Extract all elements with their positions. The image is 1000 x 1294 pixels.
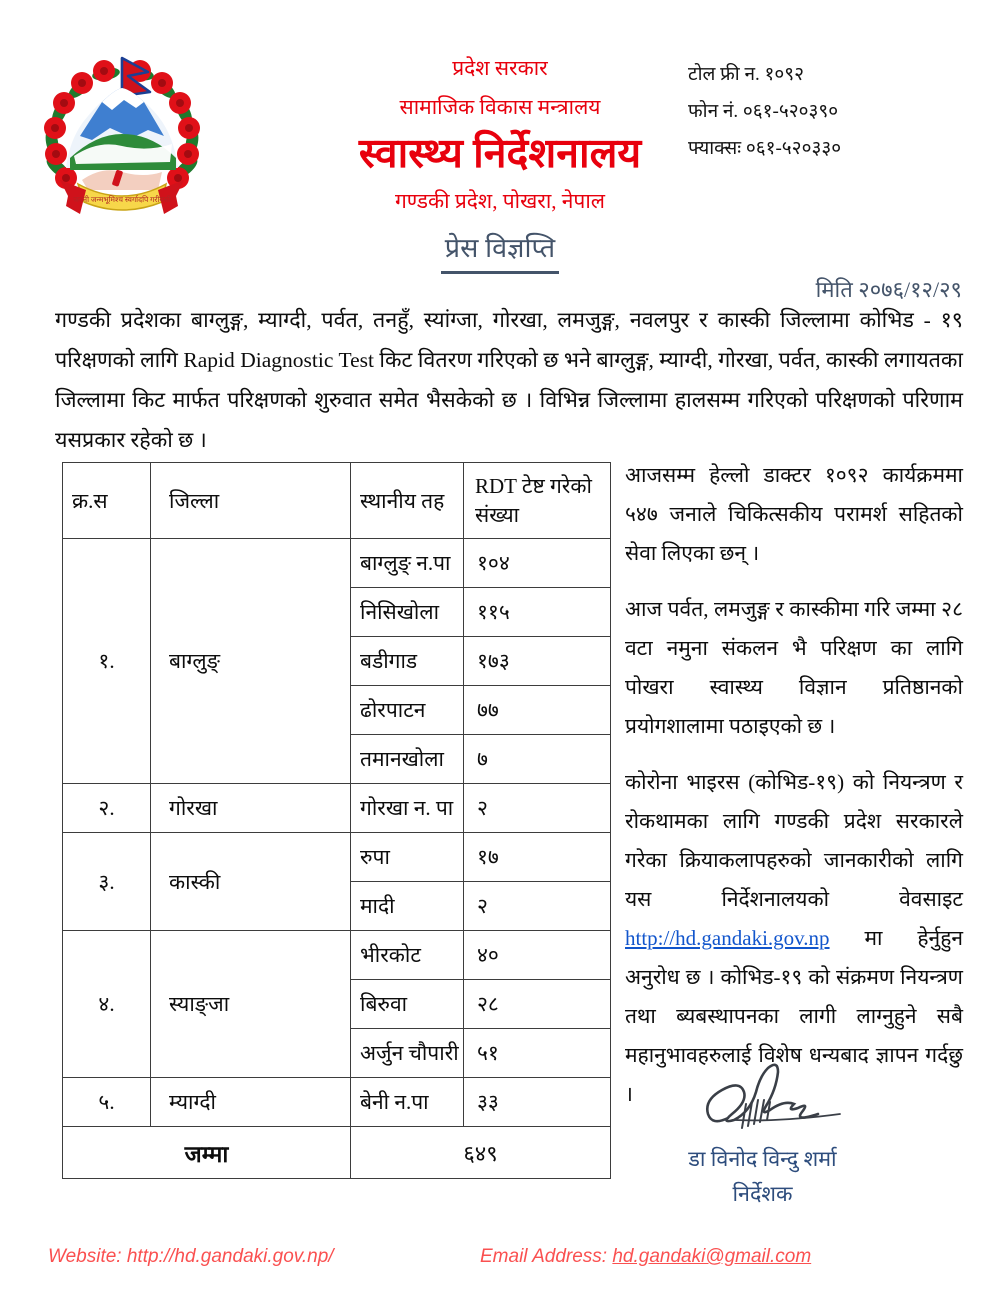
local-level-cell: मादी [351,882,464,931]
ministry-line: सामाजिक विकास मन्त्रालय [399,95,601,119]
total-label-cell: जम्मा [63,1127,351,1179]
district-cell: म्याग्दी [151,1078,351,1127]
local-level-cell: भीरकोट [351,931,464,980]
footer-website [48,1246,334,1268]
local-level-cell: तमानखोला [351,735,464,784]
local-level-cell: बडीगाड [351,637,464,686]
signature-scribble [690,1056,850,1144]
count-cell: ७ [464,735,611,784]
side-paragraph-3-text: कोरोना भाइरस (कोभिड-१९) को नियन्त्रण र रोकथामका लागि गण्डकी प्रदेश सरकारले गरेका क्रियाकलापहरुको जानकारीको लागि यस निर्देशनालयको वेवसाइट [625,770,963,911]
count-cell: २ [464,882,611,931]
local-level-cell: निसिखोला [351,588,464,637]
website-url: http://hd.gandaki.gov.np/ [126,1246,334,1267]
count-cell: २८ [464,980,611,1029]
count-cell: ३३ [464,1078,611,1127]
nepal-government-emblem-logo [36,50,208,226]
count-cell: ४० [464,931,611,980]
press-release-title-wrap [0,228,1000,274]
count-cell: ७७ [464,686,611,735]
table-row [63,833,611,882]
government-line: प्रदेश सरकार [452,56,548,80]
local-level-cell: बाग्लुङ् न.पा [351,539,464,588]
side-text-column [625,456,963,1131]
signatory-block [625,1142,900,1212]
side-paragraph-3-text-after: मा हेर्नुहुन अनुरोध छ । कोभिड-१९ को संक्रमण नियन्त्रण तथा ब्यबस्थापनका लागी लाग्नुहुने सबै महानुभावहरुलाई विशेष धन्यबाद ज्ञापन गर्दछु । [625,926,963,1106]
organization-address: गण्डकी प्रदेश, पोखरा, नेपाल [394,189,606,213]
count-cell: १०४ [464,539,611,588]
local-level-cell: बेनी न.पा [351,1078,464,1127]
intro-paragraph: गण्डकी प्रदेशका बाग्लुङ्ग, म्याग्दी, पर्वत, तनहुँ, स्यांग्जा, गोरखा, लमजुङ्ग, नवलपुर र कास्की जिल्लामा कोभिड - १९ परिक्षणको लागि Rapid Diagnostic Test किट वितरण गरिएको छ भने बाग्लुङ्ग, म्याग्दी, गोरखा, पर्वत, कास्की लगायतका जिल्लामा किट मार्फत परिक्षणको शुरुवात समेत भैसकेको छ । विभिन्न जिल्लामा हालसम्म गरिएको परिक्षणको परिणाम यसप्रकार रहेको छ । [55,308,963,452]
fax-line: फ्याक्सः ०६१-५२०३३० [688,138,842,159]
district-cell: बाग्लुङ् [151,539,351,784]
count-cell: ५१ [464,1029,611,1078]
date-line: मिति २०७६/१२/२९ [815,277,962,302]
table-row [63,784,611,833]
signatory-name: डा विनोद विन्दु शर्मा [688,1147,837,1171]
sn-cell: २. [63,784,151,833]
col-header-local-level: स्थानीय तह [351,463,464,539]
count-cell: २ [464,784,611,833]
district-cell: कास्की [151,833,351,931]
sn-cell: १. [63,539,151,784]
directorate-website-link[interactable]: http://hd.gandaki.gov.np [625,926,830,950]
table-row [63,931,611,980]
organization-name: स्वास्थ्य निर्देशनालय [358,130,642,176]
side-paragraph-2: आज पर्वत, लमजुङ्ग र कास्कीमा गरि जम्मा २८ वटा नमुना संकलन भै परिक्षण का लागि पोखरा स्वास्थ्य विज्ञान प्रतिष्ठानको प्रयोगशालामा पठाइएको छ । [625,597,963,738]
toll-free-line: टोल फ्री न. १०९२ [688,64,805,85]
sn-cell: ५. [63,1078,151,1127]
total-value-cell: ६४९ [351,1127,611,1179]
emblem-scene [60,88,184,214]
col-header-sn: क्र.स [63,463,151,539]
col-header-district: जिल्ला [151,463,351,539]
website-label: Website: [48,1246,127,1267]
rdt-test-table [62,462,611,1179]
letterhead-center [300,54,700,215]
local-level-cell: गोरखा न. पा [351,784,464,833]
table-row [63,539,611,588]
table-row [63,1078,611,1127]
count-cell: १७ [464,833,611,882]
email-label: Email Address: [480,1246,613,1267]
side-paragraph-1: आजसम्म हेल्लो डाक्टर १०९२ कार्यक्रममा ५४७ जनाले चिकित्सकीय परामर्श सहितको सेवा लिएका छन् । [625,463,963,565]
signature-image [690,1056,850,1144]
count-cell: ११५ [464,588,611,637]
table-total-row [63,1127,611,1179]
local-level-cell: रुपा [351,833,464,882]
col-header-rdt-count: RDT टेष्ट गरेको संख्या [464,463,611,539]
sn-cell: ४. [63,931,151,1078]
local-level-cell: बिरुवा [351,980,464,1029]
phone-line: फोन नं. ०६१-५२०३९० [688,101,839,122]
district-cell: गोरखा [151,784,351,833]
contact-block [688,56,841,167]
page-title: प्रेस विज्ञप्ति [441,228,559,274]
local-level-cell: अर्जुन चौपारी [351,1029,464,1078]
email-link[interactable]: hd.gandaki@gmail.com [612,1246,812,1267]
sn-cell: ३. [63,833,151,931]
table-header-row [63,463,611,539]
count-cell: १७३ [464,637,611,686]
emblem-motto: जननी जन्मभूमिश्च स्वर्गादपि गरीयसी [73,195,171,204]
emblem-graphic [36,50,208,226]
signatory-title: निर्देशक [732,1182,793,1206]
district-cell: स्याङ्जा [151,931,351,1078]
footer-email [480,1246,811,1268]
local-level-cell: ढोरपाटन [351,686,464,735]
